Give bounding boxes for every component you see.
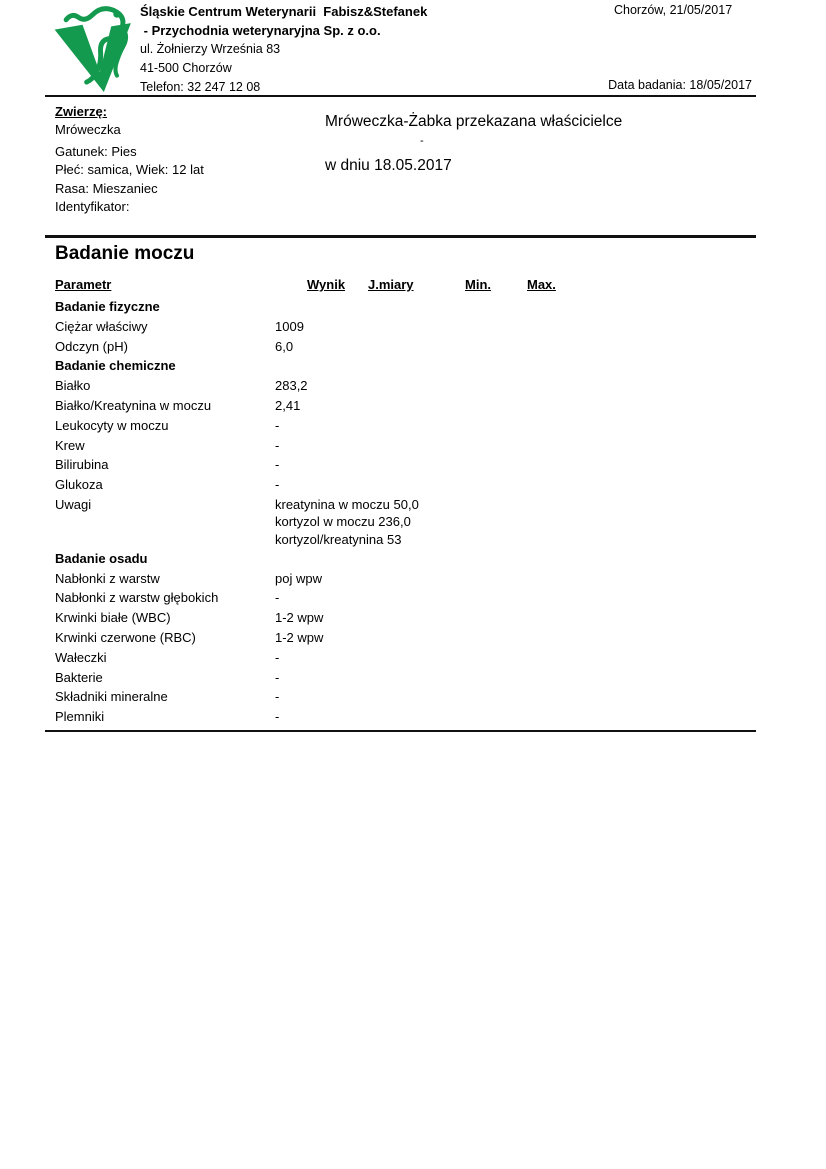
param-result: - bbox=[275, 590, 280, 606]
table-row bbox=[55, 317, 756, 337]
bottom-divider bbox=[45, 730, 756, 732]
param-result: 1-2 wpw bbox=[275, 630, 324, 646]
param-name: Bakterie bbox=[55, 669, 103, 685]
table-row bbox=[55, 628, 756, 648]
table-row bbox=[55, 569, 756, 589]
patient-info bbox=[55, 103, 204, 216]
table-row bbox=[55, 455, 756, 475]
param-name: Składniki mineralne bbox=[55, 689, 168, 705]
param-result: - bbox=[275, 437, 280, 453]
place-and-date: Chorzów, 21/05/2017 bbox=[614, 3, 733, 17]
patient-species: Gatunek: Pies bbox=[55, 143, 137, 159]
param-result: - bbox=[275, 689, 280, 705]
table-row bbox=[55, 668, 756, 688]
param-name: Nabłonki z warstw bbox=[55, 570, 160, 586]
param-result: - bbox=[275, 709, 280, 725]
param-name: Krew bbox=[55, 437, 85, 453]
param-result: - bbox=[275, 477, 280, 493]
clinic-name: Śląskie Centrum Weterynarii Fabisz&Stefanek bbox=[140, 4, 428, 19]
table-group-row bbox=[55, 549, 756, 569]
table-header-row bbox=[55, 277, 756, 292]
param-result: - bbox=[275, 417, 280, 433]
result-line: kortyzol w moczu 236,0 bbox=[275, 514, 411, 530]
param-name: Ciężar właściwy bbox=[55, 318, 148, 334]
param-result: 6,0 bbox=[275, 338, 294, 354]
param-name: Nabłonki z warstw głębokich bbox=[55, 590, 219, 606]
param-name: Krwinki czerwone (RBC) bbox=[55, 630, 196, 646]
transfer-note-line2: w dniu 18.05.2017 bbox=[325, 157, 452, 174]
table-row bbox=[55, 376, 756, 396]
header-parametr: Parametr bbox=[55, 277, 112, 292]
param-name: Leukocyty w moczu bbox=[55, 417, 169, 433]
param-result: 2,41 bbox=[275, 397, 301, 413]
table-group-row bbox=[55, 297, 756, 317]
table-row bbox=[55, 648, 756, 668]
param-result: - bbox=[275, 457, 280, 473]
group-label: Badanie osadu bbox=[55, 550, 148, 566]
patient-label: Zwierzę: bbox=[55, 104, 108, 119]
veterinary-logo-icon bbox=[53, 2, 135, 95]
clinic-info bbox=[140, 2, 427, 97]
group-label: Badanie chemiczne bbox=[55, 358, 176, 374]
transfer-note bbox=[325, 113, 622, 175]
table-row bbox=[55, 436, 756, 456]
table-row bbox=[55, 608, 756, 628]
param-result bbox=[275, 495, 756, 549]
table-row bbox=[55, 396, 756, 416]
clinic-phone: Telefon: 32 247 12 08 bbox=[140, 80, 261, 94]
param-name: Bilirubina bbox=[55, 457, 109, 473]
param-result: poj wpw bbox=[275, 570, 322, 586]
param-result: 1-2 wpw bbox=[275, 610, 324, 626]
param-name: Plemniki bbox=[55, 709, 105, 725]
exam-date: Data badania: 18/05/2017 bbox=[608, 78, 752, 92]
header-wynik: Wynik bbox=[307, 277, 346, 292]
header-max: Max. bbox=[527, 277, 556, 292]
param-name: Uwagi bbox=[55, 496, 92, 512]
header-min: Min. bbox=[465, 277, 491, 292]
patient-identifier: Identyfikator: bbox=[55, 199, 130, 215]
note-dash: - bbox=[420, 135, 424, 147]
clinic-name-line2: - Przychodnia weterynaryjna Sp. z o.o. bbox=[140, 23, 381, 38]
table-row bbox=[55, 687, 756, 707]
result-line: kreatynina w moczu 50,0 bbox=[275, 496, 419, 512]
section-title: Badanie moczu bbox=[55, 243, 195, 264]
section-divider bbox=[45, 235, 756, 238]
header-divider bbox=[45, 95, 756, 97]
results-table bbox=[55, 277, 756, 727]
table-row bbox=[55, 707, 756, 727]
result-line: kortyzol/kreatynina 53 bbox=[275, 531, 402, 547]
param-name: Krwinki białe (WBC) bbox=[55, 610, 171, 626]
header-jmiary: J.miary bbox=[368, 277, 414, 292]
table-row bbox=[55, 475, 756, 495]
table-row bbox=[55, 416, 756, 436]
param-result: - bbox=[275, 649, 280, 665]
param-name: Wałeczki bbox=[55, 649, 107, 665]
param-name: Białko/Kreatynina w moczu bbox=[55, 397, 212, 413]
param-name: Glukoza bbox=[55, 477, 103, 493]
results-rows bbox=[55, 297, 756, 727]
clinic-city: 41-500 Chorzów bbox=[140, 61, 232, 75]
param-result: 1009 bbox=[275, 318, 304, 334]
table-row bbox=[55, 337, 756, 357]
transfer-note-line1: Mróweczka-Żabka przekazana właścicielce bbox=[325, 113, 623, 130]
param-result: - bbox=[275, 669, 280, 685]
group-label: Badanie fizyczne bbox=[55, 299, 160, 314]
table-group-row bbox=[55, 356, 756, 376]
patient-sex-age: Płeć: samica, Wiek: 12 lat bbox=[55, 162, 204, 178]
clinic-address: ul. Żołnierzy Września 83 bbox=[140, 42, 281, 56]
patient-name: Mróweczka bbox=[55, 122, 121, 138]
param-result: 283,2 bbox=[275, 378, 308, 394]
param-name: Odczyn (pH) bbox=[55, 338, 128, 354]
patient-breed: Rasa: Mieszaniec bbox=[55, 180, 158, 196]
param-name: Białko bbox=[55, 378, 91, 394]
table-row bbox=[55, 495, 756, 549]
table-row bbox=[55, 588, 756, 608]
